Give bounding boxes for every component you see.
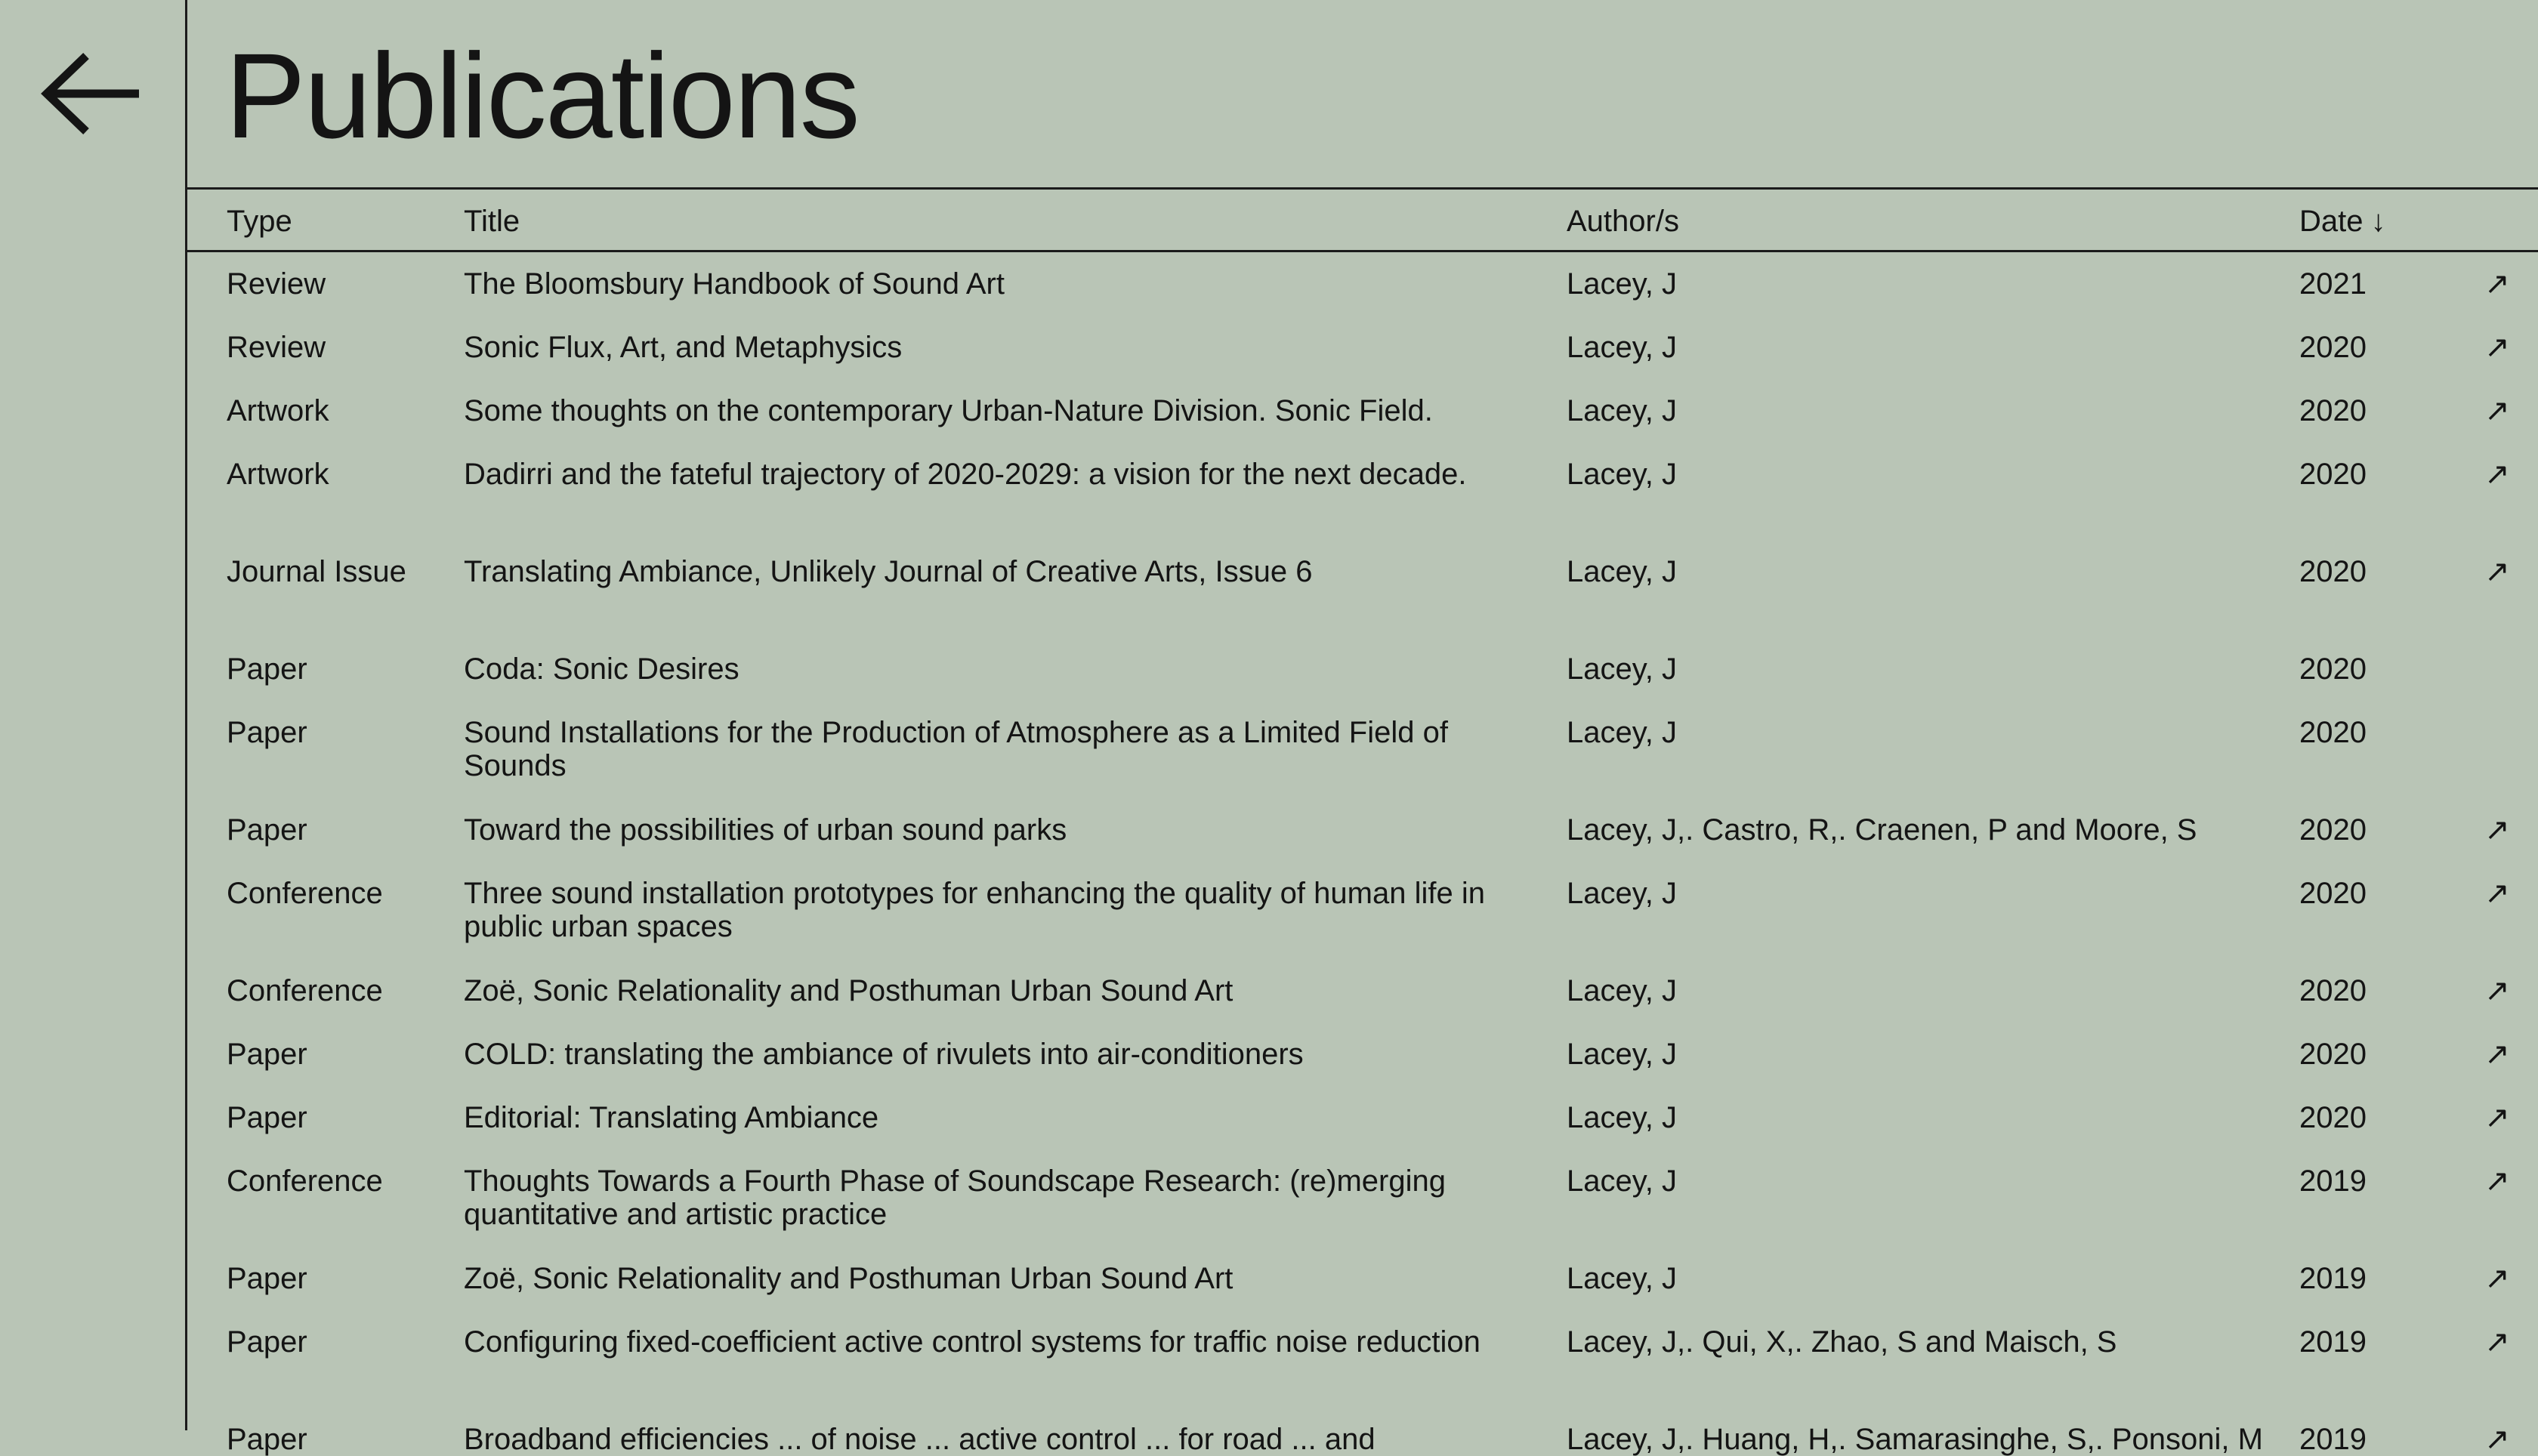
cell-authors: Lacey, J — [1567, 458, 1677, 491]
cell-authors: Lacey, J — [1567, 394, 1677, 427]
cell-authors: Lacey, J,. Qui, X,. Zhao, S and Maisch, S — [1567, 1325, 2117, 1359]
cell-title: Three sound installation prototypes for enhancing the quality of human life in public urban spaces — [464, 877, 1485, 943]
cell-authors: Lacey, J — [1567, 1262, 1677, 1295]
cell-type: Conference — [227, 877, 383, 910]
cell-date: 2019 — [2299, 1262, 2367, 1295]
cell-title: Coda: Sonic Desires — [464, 652, 739, 686]
cell-date: 2020 — [2299, 813, 2367, 847]
cell-authors: Lacey, J,. Huang, H,. Samarasinghe, S,. Ponsoni, M — [1567, 1423, 2263, 1456]
cell-date: 2019 — [2299, 1423, 2367, 1456]
column-header-date-label: Date — [2299, 205, 2364, 238]
cell-title: The Bloomsbury Handbook of Sound Art — [464, 267, 1005, 301]
cell-type: Conference — [227, 974, 383, 1007]
column-header-date[interactable] — [2299, 205, 2450, 238]
cell-date: 2020 — [2299, 877, 2367, 910]
cell-title: COLD: translating the ambiance of rivulets into air-conditioners — [464, 1038, 1304, 1071]
external-link-arrow-icon[interactable]: ↗ — [2484, 974, 2510, 1007]
cell-date: 2020 — [2299, 652, 2367, 686]
cell-type: Paper — [227, 1101, 307, 1134]
cell-title: Editorial: Translating Ambiance — [464, 1101, 879, 1134]
cell-title: Sonic Flux, Art, and Metaphysics — [464, 331, 903, 364]
cell-date: 2020 — [2299, 1101, 2367, 1134]
cell-title: Zoë, Sonic Relationality and Posthuman Urban Sound Art — [464, 1262, 1233, 1295]
column-header-type[interactable]: Type — [227, 205, 292, 238]
back-button[interactable] — [38, 47, 147, 140]
cell-title: Sound Installations for the Production of Atmosphere as a Limited Field of Sounds — [464, 716, 1448, 782]
cell-date: 2020 — [2299, 974, 2367, 1007]
external-link-arrow-icon[interactable]: ↗ — [2484, 267, 2510, 301]
external-link-arrow-icon[interactable]: ↗ — [2484, 1325, 2510, 1359]
cell-type: Paper — [227, 1262, 307, 1295]
cell-date: 2020 — [2299, 716, 2367, 749]
cell-type: Review — [227, 331, 326, 364]
external-link-arrow-icon[interactable]: ↗ — [2484, 1038, 2510, 1071]
external-link-arrow-icon[interactable]: ↗ — [2484, 1164, 2510, 1198]
cell-type: Journal Issue — [227, 555, 406, 588]
cell-date: 2019 — [2299, 1325, 2367, 1359]
cell-title: Configuring fixed-coefficient active control systems for traffic noise reduction — [464, 1325, 1480, 1359]
cell-title: Zoë, Sonic Relationality and Posthuman Urban Sound Art — [464, 974, 1233, 1007]
cell-authors: Lacey, J — [1567, 555, 1677, 588]
cell-type: Paper — [227, 1038, 307, 1071]
page-title: Publications — [225, 28, 859, 163]
cell-authors: Lacey, J — [1567, 877, 1677, 910]
cell-date: 2020 — [2299, 458, 2367, 491]
table-header — [187, 187, 2538, 252]
cell-authors: Lacey, J — [1567, 267, 1677, 301]
cell-authors: Lacey, J — [1567, 974, 1677, 1007]
cell-date: 2020 — [2299, 1038, 2367, 1071]
main-content — [187, 0, 2538, 1456]
cell-title: Dadirri and the fateful trajectory of 2020-2029: a vision for the next decade. — [464, 458, 1467, 491]
external-link-arrow-icon[interactable]: ↗ — [2484, 394, 2510, 427]
cell-date: 2020 — [2299, 331, 2367, 364]
cell-date: 2020 — [2299, 394, 2367, 427]
arrow-left-icon — [38, 47, 147, 140]
external-link-arrow-icon[interactable]: ↗ — [2484, 877, 2510, 910]
cell-title: Broadband efficiencies ... of noise ... active control ... for road ... and — [464, 1423, 1376, 1456]
cell-title: Some thoughts on the contemporary Urban-Nature Division. Sonic Field. — [464, 394, 1433, 427]
cell-type: Paper — [227, 1325, 307, 1359]
column-header-authors[interactable]: Author/s — [1567, 205, 1679, 238]
cell-date: 2021 — [2299, 267, 2367, 301]
external-link-arrow-icon[interactable]: ↗ — [2484, 1262, 2510, 1295]
cell-authors: Lacey, J — [1567, 1101, 1677, 1134]
cell-title: Toward the possibilities of urban sound parks — [464, 813, 1067, 847]
cell-authors: Lacey, J — [1567, 1164, 1677, 1198]
cell-authors: Lacey, J,. Castro, R,. Craenen, P and Moore, S — [1567, 813, 2197, 847]
cell-type: Paper — [227, 1423, 307, 1456]
cell-authors: Lacey, J — [1567, 716, 1677, 749]
cell-type: Paper — [227, 716, 307, 749]
column-header-title[interactable]: Title — [464, 205, 520, 238]
cell-date: 2019 — [2299, 1164, 2367, 1198]
cell-type: Paper — [227, 813, 307, 847]
external-link-arrow-icon[interactable]: ↗ — [2484, 1101, 2510, 1134]
cell-type: Paper — [227, 652, 307, 686]
cell-type: Artwork — [227, 394, 329, 427]
cell-title: Translating Ambiance, Unlikely Journal of Creative Arts, Issue 6 — [464, 555, 1313, 588]
external-link-arrow-icon[interactable]: ↗ — [2484, 813, 2510, 847]
external-link-arrow-icon[interactable]: ↗ — [2484, 458, 2510, 491]
sidebar — [0, 0, 187, 1430]
cell-authors: Lacey, J — [1567, 652, 1677, 686]
external-link-arrow-icon[interactable]: ↗ — [2484, 555, 2510, 588]
external-link-arrow-icon[interactable]: ↗ — [2484, 331, 2510, 364]
cell-authors: Lacey, J — [1567, 331, 1677, 364]
external-link-arrow-icon[interactable]: ↗ — [2484, 1423, 2510, 1456]
cell-date: 2020 — [2299, 555, 2367, 588]
cell-type: Artwork — [227, 458, 329, 491]
cell-title: Thoughts Towards a Fourth Phase of Soundscape Research: (re)merging quantitative and artistic practice — [464, 1164, 1446, 1231]
sort-descending-icon: ↓ — [2370, 205, 2386, 238]
cell-type: Review — [227, 267, 326, 301]
cell-authors: Lacey, J — [1567, 1038, 1677, 1071]
cell-type: Conference — [227, 1164, 383, 1198]
